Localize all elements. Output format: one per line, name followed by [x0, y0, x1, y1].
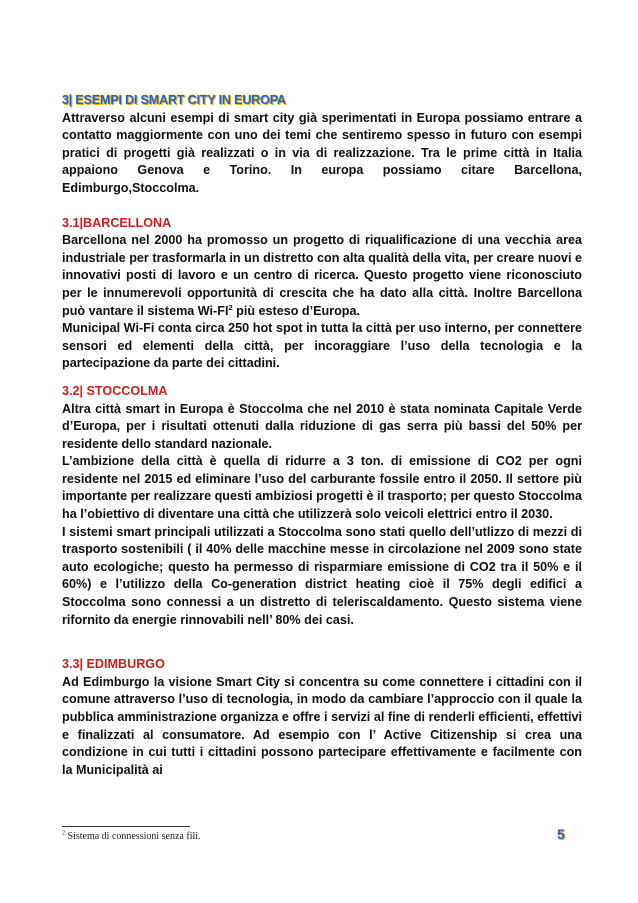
- footnote-number: 2: [62, 830, 65, 837]
- barcellona-paragraph-2: Municipal Wi-Fi conta circa 250 hot spot in tutta la città per uso interno, per connettere sensori ed elementi della città, per incoraggiare l’uso della tecnologia e la partecipazione da parte dei cittadini.: [62, 321, 582, 371]
- stoccolma-paragraph-2: L’ambizione della città è quella di ridurre a 3 ton. di emissione di CO2 per ogni residente nel 2015 ed eliminare l’uso del carburante fossile entro il 2050. Il settore più importante per realizzare questi ambiziosi progetti è il trasporto; per questo Stoccolma ha l’obiettivo di diventare una città che utilizzerà solo veicoli elettrici entro il 2030.: [62, 454, 582, 522]
- edimburgo-paragraph: Ad Edimburgo la visione Smart City si concentra su come connettere i cittadini con il comune attraverso l’uso di tecnologia, in modo da cambiare l’approccio con il quale la pubblica amministrazione organizza e offre i servizi al fine di renderli efficienti, effettivi e finalizzati al consumatore. Ad esempio con l’ Active Citizenship si crea una condizione in cui tutti i cittadini possono partecipare effettivamente e facilmente con la Municipalità ai: [62, 674, 582, 777]
- section-heading-barcellona: 3.1|BARCELLONA: [62, 215, 172, 230]
- stoccolma-paragraph-3: I sistemi smart principali utilizzati a Stoccolma sono stati quello dell’utlizzo di mezzi di trasporto sostenibili ( il 40% delle macchine messe in circolazione nel 2009 sono state auto ecologiche; questo ha permesso di risparmiare emissione di CO2 tra il 50% e il 60%) e l’utilizzo della Co-generation district heating cioè il 75% degli edifici a Stoccolma sono connessi a un distretto di teleriscaldamento. Questo sistema viene rifornito da energie rinnovabili nell’ 80% dei casi.: [62, 524, 582, 627]
- stoccolma-paragraph-1: Altra città smart in Europa è Stoccolma che nel 2010 è stata nominata Capitale Verde d’Europa, per i risultati ottenuti dalla riduzione di gas serra più bassi del 50% per residente dello standard nazionale.: [62, 401, 582, 451]
- footnote: [62, 831, 201, 842]
- document-page: [62, 92, 582, 779]
- intro-paragraph: Attraverso alcuni esempi di smart city già sperimentati in Europa possiamo entrare a contatto maggiormente con uno dei temi che sentiremo spesso in futuro con esempi pratici di progetti già realizzati o in via di realizzazione. Tra le prime città in Italia appaiono Genova e Torino. In europa possiamo citare Barcellona, Edimburgo,Stoccolma.: [62, 110, 582, 195]
- barcellona-text-before-note: Barcellona nel 2000 ha promosso un progetto di riqualificazione di una vecchia area industriale per trasformarla in un distretto con alta qualità della vita, per creare nuovi e innovativi posti di lavoro e un centro di ricerca. Questo progetto viene riconosciuto per le innumerevoli opportunità di crescita che ha dato alla città. Inoltre Barcellona può vantare il sistema Wi-FI: [62, 233, 582, 318]
- footnote-text: Sistema di connessioni senza fili.: [65, 831, 201, 842]
- section-heading-esempi: 3| ESEMPI DI SMART CITY IN EUROPA: [62, 93, 286, 107]
- section-heading-edimburgo: 3.3| EDIMBURGO: [62, 657, 165, 672]
- footnote-reference: 2: [228, 302, 233, 312]
- section-heading-stoccolma: 3.2| STOCCOLMA: [62, 383, 168, 398]
- barcellona-paragraph-1: [62, 232, 582, 320]
- footnote-separator: [62, 826, 190, 827]
- page-number: 5: [557, 826, 565, 842]
- barcellona-text-after-note: più esteso d’Europa.: [232, 303, 360, 318]
